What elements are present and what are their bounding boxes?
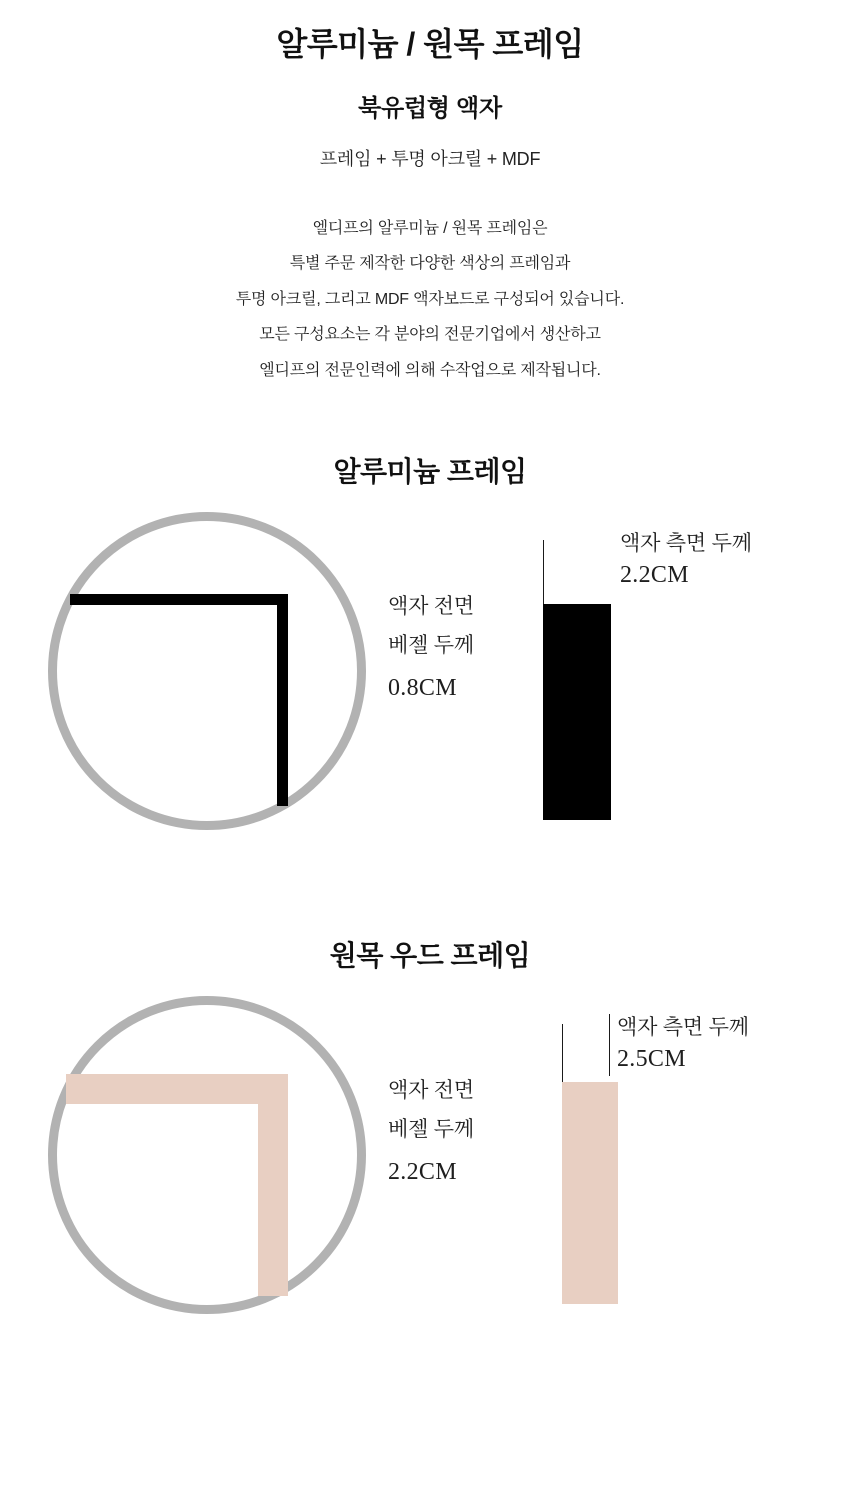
side-profile-block: [543, 604, 611, 820]
description-line: 엘디프의 전문인력에 의해 수작업으로 제작됩니다.: [259, 361, 601, 379]
bezel-label-line1: 액자 전면: [388, 1079, 474, 1103]
bezel-label-line1: 액자 전면: [388, 595, 474, 619]
description-block: [0, 215, 860, 385]
diagram-wood: [0, 996, 860, 1326]
side-caption-wood: [617, 1014, 749, 1075]
side-profile-block: [562, 1082, 618, 1304]
side-label: 액자 측면 두께: [620, 532, 752, 556]
side-caption-aluminium: [620, 530, 752, 591]
frame-corner-magnifier-wood: [48, 996, 366, 1314]
section-heading-wood: 원목 우드 프레임: [329, 940, 531, 972]
description-line: 투명 아크릴, 그리고 MDF 액자보드로 구성되어 있습니다.: [235, 290, 625, 308]
bezel-caption-aluminium: [388, 588, 548, 710]
bezel-label-line2: 베젤 두께: [388, 1118, 474, 1142]
description-line: 엘디프의 알루미늄 / 원목 프레임은: [312, 219, 548, 237]
composition-summary: 프레임 + 투명 아크릴 + MDF: [319, 148, 541, 169]
frame-bezel-horizontal: [66, 1074, 288, 1104]
diagram-aluminium: [0, 512, 860, 842]
bezel-value: 0.8CM: [388, 674, 457, 701]
bezel-caption-wood: [388, 1072, 548, 1194]
measure-tick-icon: [562, 1024, 563, 1082]
bezel-label-line2: 베젤 두께: [388, 634, 474, 658]
section-heading-aluminium: 알루미늄 프레임: [333, 456, 527, 488]
side-value: 2.5CM: [617, 1045, 686, 1072]
frame-bezel-vertical: [277, 594, 288, 806]
frame-bezel-vertical: [258, 1074, 288, 1296]
description-line: 모든 구성요소는 각 분야의 전문기업에서 생산하고: [259, 326, 601, 344]
side-label: 액자 측면 두께: [617, 1016, 749, 1040]
frame-bezel-horizontal: [70, 594, 288, 605]
measure-tick-icon: [543, 540, 544, 604]
measure-divider-icon: [609, 1014, 610, 1076]
side-value: 2.2CM: [620, 561, 689, 588]
frame-corner-magnifier-aluminium: [48, 512, 366, 830]
page-subtitle: 북유럽형 액자: [358, 94, 502, 122]
frame-corner-shape-wood: [66, 1074, 288, 1296]
description-line: 특별 주문 제작한 다양한 색상의 프레임과: [289, 255, 571, 273]
bezel-value: 2.2CM: [388, 1158, 457, 1185]
frame-corner-shape-aluminium: [70, 594, 288, 806]
page-header: [0, 0, 860, 171]
page-title: 알루미늄 / 원목 프레임: [276, 26, 584, 62]
